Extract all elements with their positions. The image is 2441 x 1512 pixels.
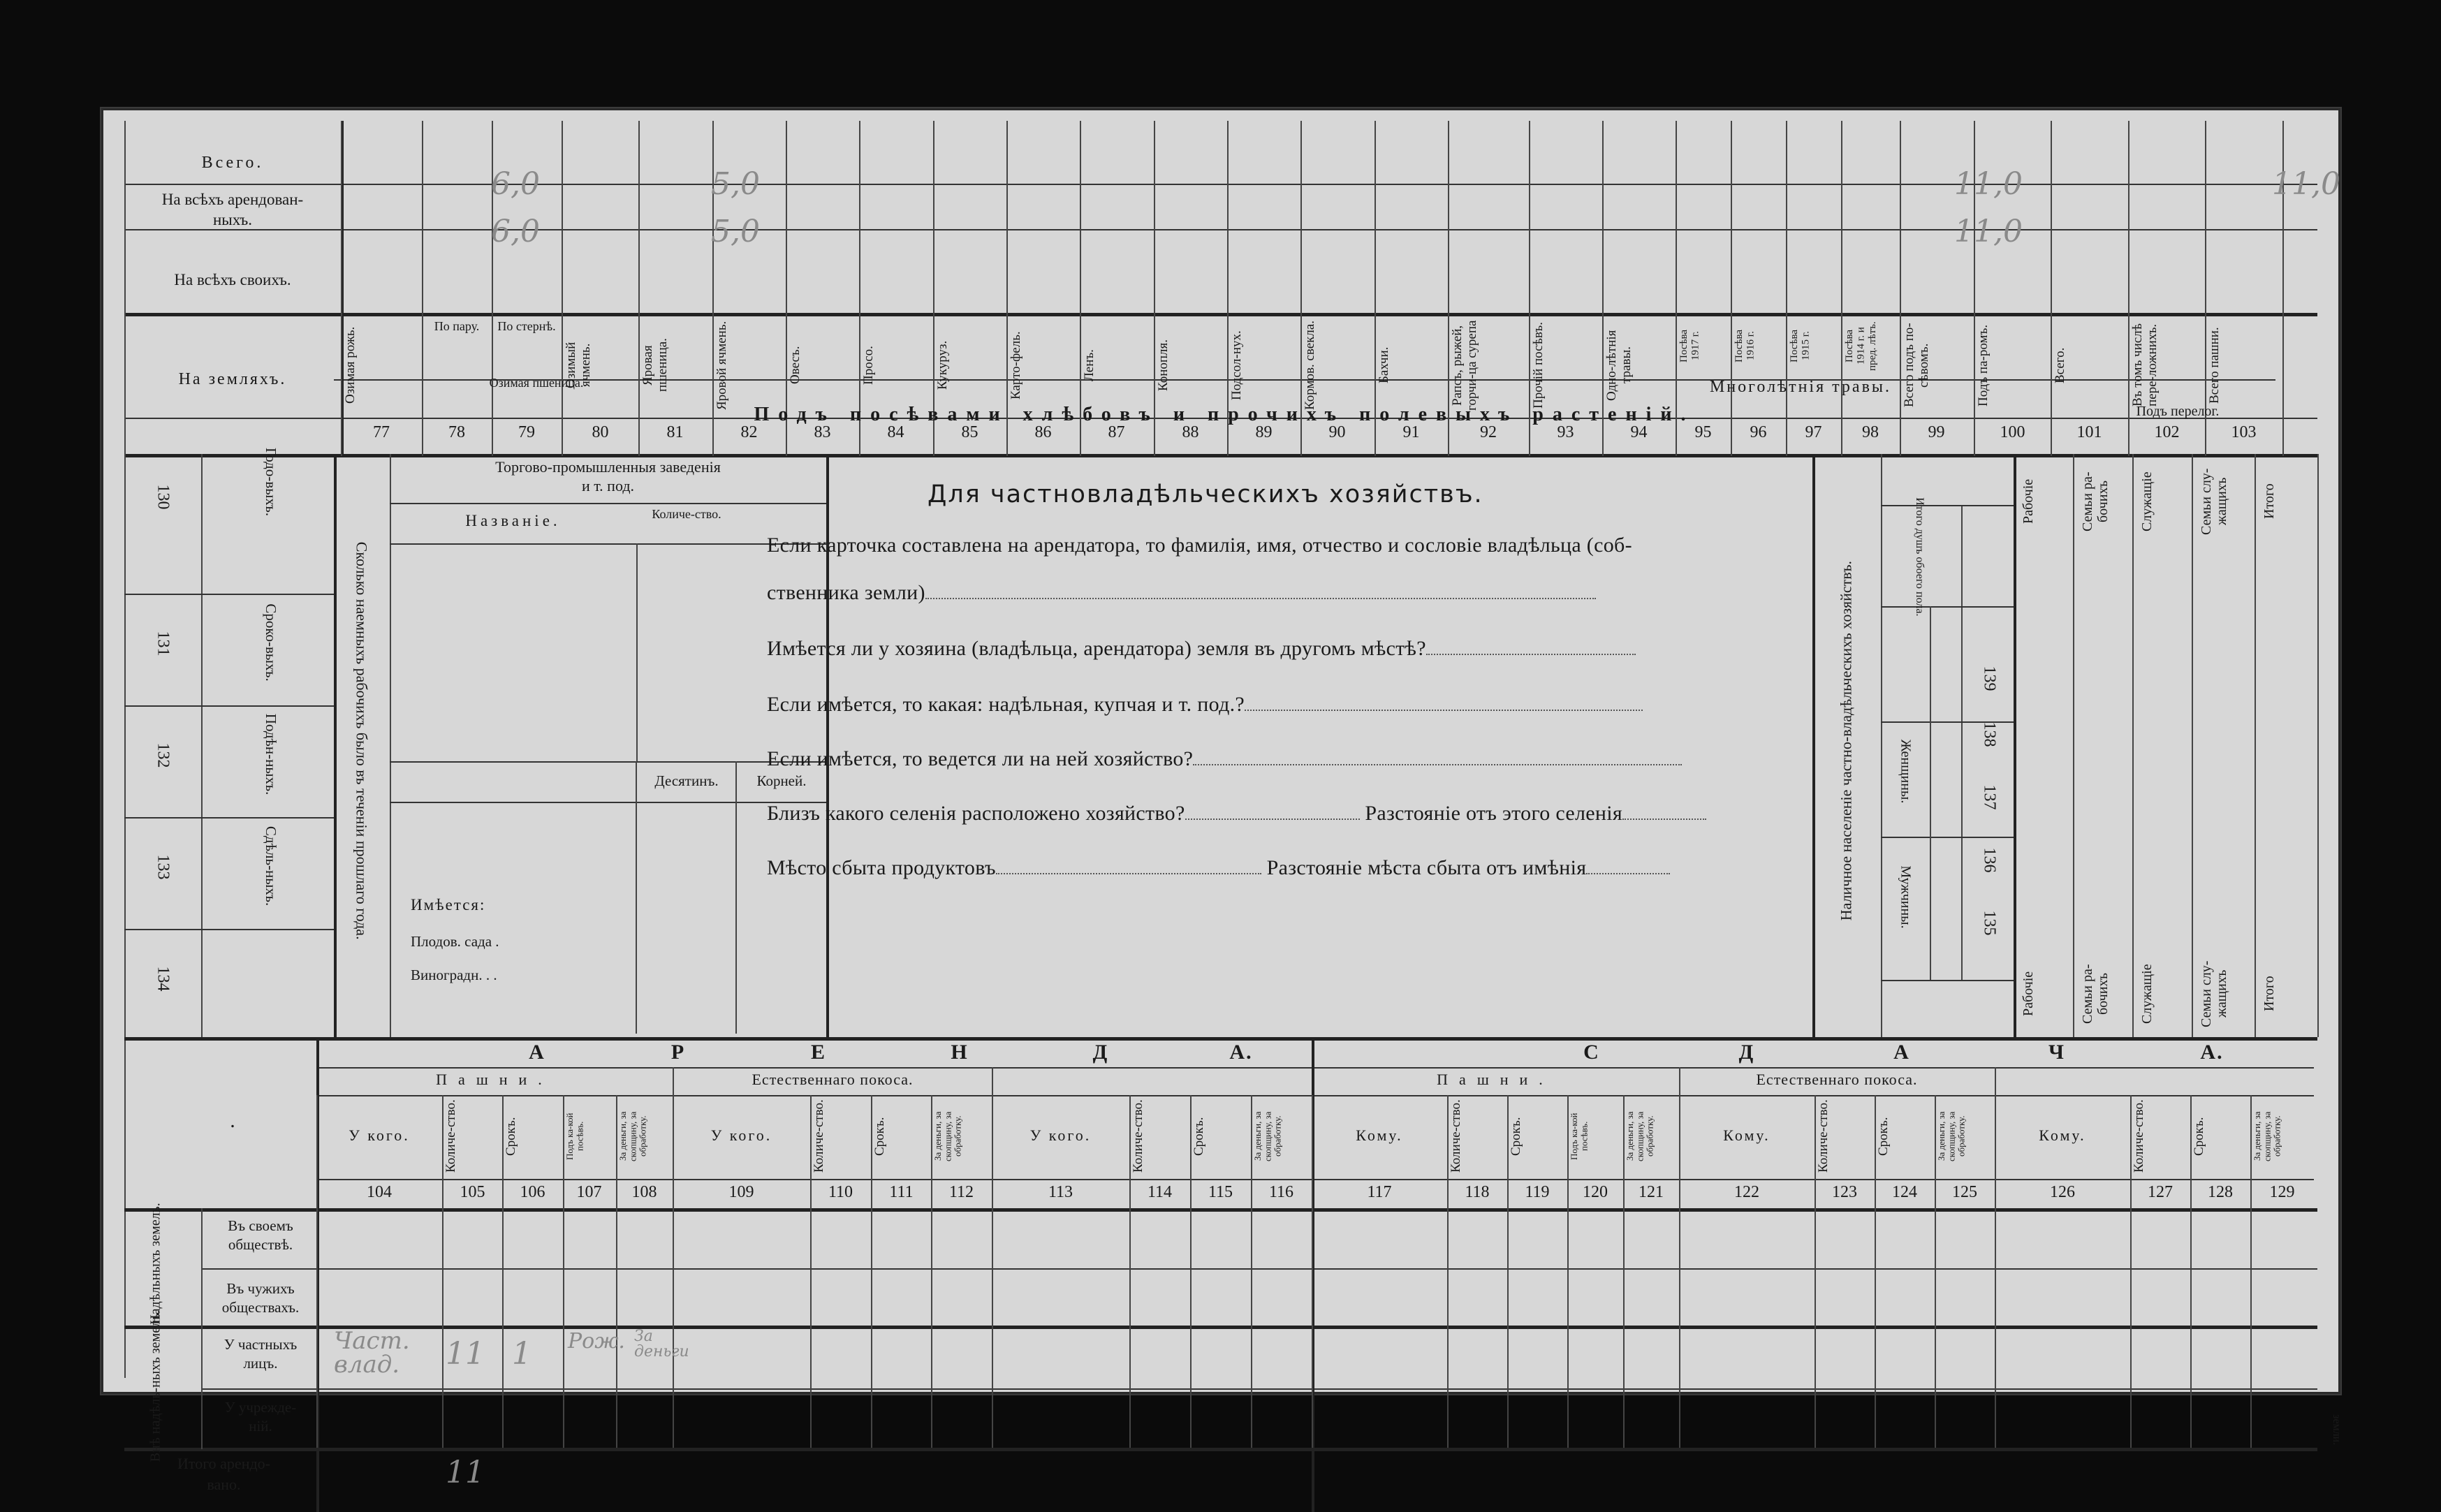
col-130-label: Годо-выхъ.: [263, 447, 280, 517]
top-col-num-77: 77: [373, 423, 390, 441]
arenda_letters-letter-5: А.: [1229, 1041, 1253, 1064]
arenda_letters-letter-1: Р: [670, 1041, 686, 1064]
bottom-num-122: 122: [1734, 1183, 1759, 1201]
top-col-num-96: 96: [1750, 423, 1767, 441]
private-line-5: Если имѣется, то ведется ли на ней хозяйство?: [767, 747, 1682, 771]
top-col-num-89: 89: [1255, 423, 1273, 441]
top-col-label-87: Ленъ.: [1082, 349, 1097, 381]
hand-itogo: 11: [446, 1455, 485, 1490]
korney-header: Корней.: [756, 772, 807, 789]
pop-col-bot-2: Служащіе: [2139, 964, 2155, 1024]
pod-perelog-label: Подъ перелог.: [2136, 404, 2220, 419]
pop-col-top-0: Рабочіе: [2021, 478, 2036, 524]
hdr-term-7: Срокъ.: [872, 1117, 887, 1156]
hdr-pay-12: За деньги, за скопщину, за обработку.: [1252, 1111, 1283, 1161]
col-132-label: Подѣн-ныхъ.: [263, 713, 280, 795]
bottom-num-104: 104: [367, 1183, 392, 1201]
col-132-num: 132: [154, 742, 173, 768]
bottom-num-108: 108: [631, 1183, 657, 1201]
bottom-num-107: 107: [576, 1183, 602, 1201]
bottom-num-116: 116: [1268, 1183, 1294, 1201]
top-col-label-88: Конопля.: [1156, 339, 1171, 392]
hdr-term-24: Срокъ.: [2192, 1117, 2206, 1156]
pop-col-bot-0: Рабочіе: [2021, 971, 2036, 1017]
row-svoem-1: Въ своемъ: [228, 1217, 293, 1234]
top-col-num-81: 81: [666, 423, 684, 441]
sown-crops-banner: Подъ посѣвами хлѣбовъ и прочихъ полевыхъ растеній.: [754, 404, 1695, 425]
row-uchr-2: ній.: [249, 1418, 272, 1434]
hdr-term-11: Срокъ.: [1192, 1117, 1206, 1156]
itogo-dush-label: Итого душъ обоего пола.: [1914, 497, 1926, 617]
top-col-num-91: 91: [1402, 423, 1420, 441]
bottom-num-113: 113: [1048, 1183, 1073, 1201]
pop-col-top-4: Итого: [2262, 483, 2277, 520]
sdacha_letters-letter-4: А.: [2200, 1041, 2224, 1064]
kolichestvo-header: Количе-ство.: [652, 507, 721, 521]
hdr-pay-25: За деньги, за скопщину, за обработку.: [2252, 1111, 2282, 1161]
trade-title-2: и т. под.: [581, 477, 635, 494]
hand-posev: Рож.: [568, 1329, 625, 1353]
arenda_letters-letter-3: Н: [951, 1041, 969, 1064]
hdr-pay-21: За деньги, за скопщину, за обработку.: [1936, 1111, 1967, 1161]
top-col-label-80: Озимый ячмень.: [564, 342, 593, 389]
hdr-who-22: Кому.: [2039, 1126, 2086, 1144]
top-col-label-100: Подъ па-ромъ.: [1976, 324, 1991, 406]
row-chast-2: лицъ.: [243, 1355, 278, 1372]
top-col-label-98: Посѣва 1914 г. и пред. лѣтъ.: [1844, 321, 1878, 371]
top-col-num-92: 92: [1480, 423, 1497, 441]
bottom-num-120: 120: [1583, 1183, 1608, 1201]
row-uchr-1: У учрежде-: [224, 1399, 297, 1416]
col-134-num: 134: [154, 966, 173, 992]
group-header-3: Естественнаго покоса.: [1756, 1071, 1918, 1088]
top-col-num-84: 84: [887, 423, 904, 441]
top-col-num-100: 100: [2000, 423, 2025, 441]
bottom-num-111: 111: [889, 1183, 914, 1201]
hdr-qty-14: Количе-ство.: [1449, 1099, 1463, 1173]
hdr-qty-1: Количе-ство.: [444, 1099, 458, 1173]
top-col-label-96: Посѣва 1916 г.: [1733, 329, 1757, 363]
hand-srok: 1: [512, 1336, 532, 1372]
private-line-4: Если имѣется, то какая: надѣльная, купчая и т. под.?: [767, 693, 1643, 717]
pop-col-top-3: Семьи слу-жащихъ: [2199, 468, 2229, 535]
row-label-na-zemlyakh: На земляхъ.: [178, 370, 287, 388]
hdr-crop-3: Подъ ка-кой посѣвъ.: [564, 1113, 585, 1160]
bottom-num-105: 105: [460, 1183, 485, 1201]
bottom-num-114: 114: [1147, 1183, 1173, 1201]
top-col-num-99: 99: [1928, 423, 1945, 441]
trade-title-1: Торгово-промышленныя заведенія: [495, 458, 721, 476]
top-col-num-94: 94: [1630, 423, 1648, 441]
bottom-num-109: 109: [728, 1183, 754, 1201]
hdr-who-13: Кому.: [1356, 1126, 1403, 1144]
top-col-label-94: Одно-лѣтнія травы.: [1604, 330, 1634, 401]
bottom-num-112: 112: [948, 1183, 974, 1201]
top-col-num-90: 90: [1328, 423, 1346, 441]
top-col-label-95: Посѣва 1917 г.: [1678, 329, 1701, 363]
imeetsya-label: Имѣется:: [411, 896, 486, 913]
pop-col-top-2: Служащіе: [2139, 471, 2155, 531]
hand-98-vsego: 11,0: [1954, 166, 2023, 202]
top-col-label-92: Рапсъ, рыжей, горчи-ца сурепа: [1450, 320, 1479, 411]
top-col-num-95: 95: [1694, 423, 1712, 441]
top-col-label-101: Всего.: [2053, 347, 2067, 383]
top-col-label-99: Всего подъ по-сѣвомъ.: [1902, 323, 1931, 408]
hand-ukogo: Част. влад.: [334, 1327, 410, 1379]
pop-col-top-1: Семьи ра-бочихъ: [2080, 471, 2111, 531]
hdr-qty-10: Количе-ство.: [1131, 1099, 1145, 1173]
hand-98-arend: 11,0: [1954, 214, 2023, 249]
bottom-num-110: 110: [828, 1183, 853, 1201]
hdr-crop-16: Подъ ка-кой посѣвъ.: [1569, 1113, 1590, 1160]
bottom-dot: .: [230, 1109, 235, 1132]
vinograd-label: Виноградн. . .: [411, 967, 497, 983]
arenda_letters-letter-0: А: [529, 1041, 545, 1064]
group-header-2: Пашни.: [1437, 1071, 1554, 1088]
pop-139: 139: [1980, 666, 1999, 691]
private-line-6: Близъ какого селенія расположено хозяйство? Разстояніе отъ этого селенія: [767, 802, 1706, 825]
private-title: Для частновладѣльческихъ хозяйствъ.: [928, 480, 1483, 508]
bottom-num-115: 115: [1208, 1183, 1233, 1201]
hdr-qty-6: Количе-ство.: [812, 1099, 826, 1173]
hdr-term-20: Срокъ.: [1876, 1117, 1891, 1156]
hdr-who-0: У кого.: [349, 1126, 410, 1144]
mnogoletnie-label: Многолѣтнія травы.: [1709, 378, 1892, 396]
top-col-label-79: По стернѣ.: [497, 319, 556, 333]
top-col-num-83: 83: [814, 423, 831, 441]
bottom-num-127: 127: [2148, 1183, 2173, 1201]
top-col-num-85: 85: [961, 423, 978, 441]
top-col-label-78: По пару.: [434, 319, 480, 333]
population-vertical-title: Наличное населеніе частно-владѣльческихъ хозяйствъ.: [1837, 560, 1855, 921]
arenda_letters-letter-2: Е: [810, 1041, 826, 1064]
pop-136: 136: [1980, 847, 1999, 873]
bottom-num-125: 125: [1952, 1183, 1977, 1201]
group-header-0: Пашни.: [436, 1071, 553, 1088]
hdr-term-2: Срокъ.: [504, 1117, 518, 1156]
top-col-num-88: 88: [1182, 423, 1199, 441]
top-col-label-83: Овесъ.: [788, 346, 802, 385]
top-col-label-91: Бахчи.: [1377, 346, 1391, 384]
row-label-arend-2: ныхъ.: [212, 211, 253, 228]
bottom-num-129: 129: [2269, 1183, 2295, 1201]
row-label-svoikh: На всѣхъ своихъ.: [174, 271, 291, 288]
top-col-label-97: Посѣва 1915 г.: [1789, 329, 1812, 363]
arenda_letters-letter-4: Д: [1092, 1041, 1109, 1064]
pop-138: 138: [1980, 721, 1999, 747]
group-header-1: Естественнаго покоса.: [752, 1071, 914, 1088]
col-131-label: Сроко-выхъ.: [263, 603, 280, 682]
top-col-label-89: Подсол-нух.: [1229, 330, 1244, 400]
hdr-term-15: Срокъ.: [1509, 1117, 1523, 1156]
top-col-num-97: 97: [1805, 423, 1822, 441]
hand-79-arend: 6,0: [491, 214, 540, 249]
top-col-label-102: Въ томъ числѣ пере-ложнихъ.: [2130, 323, 2160, 407]
top-col-label-90: Кормов. свекла.: [1303, 320, 1317, 411]
bottom-num-124: 124: [1892, 1183, 1917, 1201]
top-col-label-85: Кукуруз.: [935, 340, 950, 390]
hdr-qty-23: Количе-ство.: [2132, 1099, 2146, 1173]
top-col-num-79: 79: [518, 423, 535, 441]
hdr-pay-4: За деньги, за скопщину, за обработку.: [617, 1111, 648, 1161]
top-col-num-103: 103: [2231, 423, 2257, 441]
hand-kol: 11: [446, 1336, 485, 1372]
desyatin-header: Десятинъ.: [654, 772, 719, 789]
bottom-num-119: 119: [1525, 1183, 1550, 1201]
top-col-num-87: 87: [1108, 423, 1125, 441]
private-line-2: ственника земли): [767, 581, 1596, 605]
row-chast-1: У частныхъ: [223, 1336, 298, 1353]
group-vne: Внѣ надѣль-ныхъ земель.: [147, 1309, 163, 1462]
top-col-num-101: 101: [2076, 423, 2102, 441]
top-col-num-93: 93: [1557, 423, 1574, 441]
hand-103-vsego: 11,0: [2272, 166, 2340, 202]
plodov-label: Плодов. сада .: [411, 933, 499, 950]
bottom-num-117: 117: [1367, 1183, 1392, 1201]
hdr-who-18: Кому.: [1723, 1126, 1771, 1144]
hdr-pay-17: За деньги, за скопщину, за обработку.: [1625, 1111, 1655, 1161]
col-133-label: Сдѣль-ныхъ.: [263, 825, 280, 907]
row-svoem-2: обществѣ.: [228, 1236, 293, 1253]
top-col-label-86: Карто-фель.: [1009, 331, 1023, 399]
top-col-num-80: 80: [592, 423, 609, 441]
pop-135: 135: [1980, 910, 1999, 936]
top-col-label-93: Прочій посѣвъ.: [1531, 322, 1546, 409]
col-130-num: 130: [154, 484, 173, 510]
bottom-num-106: 106: [520, 1183, 545, 1201]
hdr-pay-8: За деньги, за скопщину, за обработку.: [932, 1111, 963, 1161]
hdr-who-5: У кого.: [710, 1126, 772, 1144]
row-chuzh-1: Въ чужихъ: [226, 1280, 295, 1297]
pop-137: 137: [1980, 784, 1999, 810]
top-col-label-84: Просо.: [861, 346, 876, 385]
census-card: [101, 108, 2343, 1493]
bottom-num-118: 118: [1465, 1183, 1490, 1201]
private-line-3: Имѣется ли у хозяина (владѣльца, арендатора) земля въ другомъ мѣстѣ?: [767, 637, 1636, 661]
row-label-arend-1: На всѣхъ арендован-: [161, 191, 304, 208]
hired-workers-vertical: Сколько наемныхъ рабочихъ было въ теченіи прошлаго года.: [353, 541, 371, 940]
sdacha_letters-letter-0: С: [1583, 1041, 1600, 1064]
ozimaya-pshenitsa-label: Озимая пшеница.: [489, 376, 584, 390]
top-col-label-103: Всего пашни.: [2207, 327, 2222, 404]
muzhchiny-label: Мужчины.: [1898, 865, 1914, 929]
sdacha_letters-letter-1: Д: [1738, 1041, 1755, 1064]
col-131-num: 131: [154, 631, 173, 656]
sdacha_letters-letter-2: А: [1893, 1041, 1910, 1064]
top-col-num-82: 82: [740, 423, 758, 441]
col-133-num: 133: [154, 854, 173, 880]
hand-82-arend: 5,0: [711, 214, 760, 249]
hdr-who-9: У кого.: [1029, 1126, 1092, 1144]
edge-text: земли.: [2331, 1414, 2343, 1446]
pop-col-bot-3: Семьи слу-жащихъ: [2199, 960, 2229, 1027]
bottom-num-123: 123: [1832, 1183, 1857, 1201]
top-col-num-98: 98: [1862, 423, 1879, 441]
row-chuzh-2: обществахъ.: [221, 1299, 300, 1316]
hand-79-vsego: 6,0: [491, 166, 540, 202]
bottom-num-126: 126: [2050, 1183, 2075, 1201]
top-col-label-77: Озимая рожь.: [343, 326, 358, 404]
group-nadel: Надѣльныхъ земель.: [147, 1203, 163, 1325]
bottom-num-128: 128: [2208, 1183, 2233, 1201]
top-col-num-78: 78: [448, 423, 465, 441]
nazvanie-header: Названіе.: [465, 512, 561, 529]
pop-col-bot-4: Итого: [2262, 976, 2277, 1012]
row-itogo-1: Итого арендо-: [177, 1455, 270, 1472]
top-col-num-86: 86: [1034, 423, 1052, 441]
private-line-1: Если карточка составлена на арендатора, то фамилія, имя, отчество и сословіе владѣльца (соб-: [767, 534, 1632, 557]
pop-col-bot-1: Семьи ра-бочихъ: [2080, 964, 2111, 1024]
private-line-7: Мѣсто сбыта продуктовъ Разстояніе мѣста сбыта отъ имѣнія: [767, 856, 1670, 880]
sdacha_letters-letter-3: Ч: [2048, 1041, 2066, 1064]
top-col-num-102: 102: [2154, 423, 2180, 441]
row-itogo-2: вано.: [207, 1476, 241, 1493]
hand-82-vsego: 5,0: [711, 166, 760, 202]
hdr-qty-19: Количе-ство.: [1816, 1099, 1831, 1173]
row-label-vsego: Всего.: [201, 154, 264, 172]
top-col-label-82: Яровой ячмень.: [714, 321, 729, 410]
top-col-label-81: Яровая пшеница.: [640, 338, 670, 392]
hand-dengi: За деньги: [634, 1328, 689, 1360]
zhenshchiny-label: Женщины.: [1898, 739, 1914, 804]
bottom-num-121: 121: [1639, 1183, 1664, 1201]
